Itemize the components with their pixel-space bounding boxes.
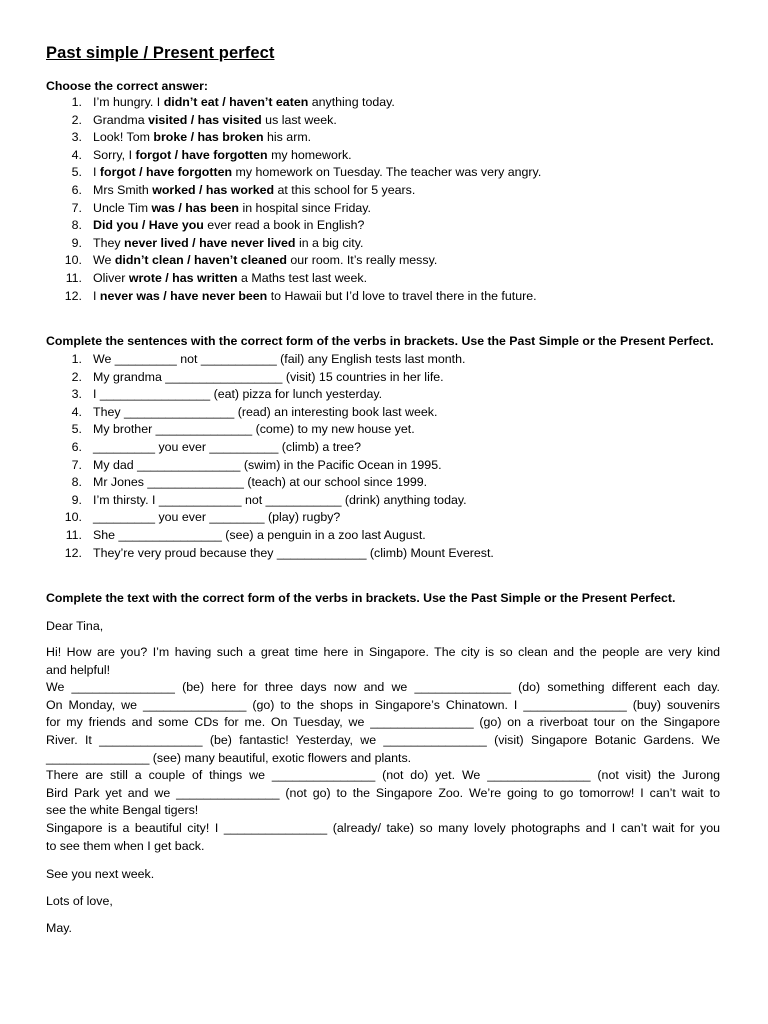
- letter-line: River. It _______________ (be) fantastic! Yesterday, we _______________ (visit) Singapore Botanic Gardens. We: [46, 732, 720, 747]
- sentence-text: I’m thirsty. I ____________ not ___________ (drink) anything today.: [93, 492, 467, 507]
- letter-line: We _______________ (be) here for three days now and we ______________ (do) something different each day.: [46, 680, 720, 695]
- exercise2-item: 12. They’re very proud because they _____________ (climb) Mount Everest.: [64, 545, 494, 560]
- answer-choice: worked / has worked: [152, 182, 275, 197]
- sentence-text: My dad _______________ (swim) in the Pacific Ocean in 1995.: [93, 457, 442, 472]
- answer-choice: never lived / have never lived: [124, 235, 296, 250]
- answer-choice: broke / has broken: [153, 130, 264, 145]
- exercise1-item: 6. Mrs Smith worked / has worked at this school for 5 years.: [71, 182, 416, 197]
- exercise2-item: 11. She _______________ (see) a penguin in a zoo last August.: [65, 527, 426, 542]
- sentence-text: _________ you ever ________ (play) rugby?: [93, 510, 341, 525]
- letter-line: Bird Park yet and we _______________ (not go) to the Singapore Zoo. We’re going to go tomorrow! I can’t wait to: [46, 785, 720, 800]
- letter-line: Singapore is a beautiful city! I _______________ (already/ take) so many lovely photographs and I can’t wait for you: [46, 820, 720, 835]
- exercise2-heading: Complete the sentences with the correct form of the verbs in brackets. Use the Past Simple or the Present Perfect.: [46, 334, 714, 348]
- sentence-text: _________ you ever __________ (climb) a tree?: [93, 439, 361, 454]
- sentence-text: She _______________ (see) a penguin in a zoo last August.: [93, 527, 426, 542]
- answer-choice: was / has been: [151, 200, 239, 215]
- exercise2-item: 3. I ________________ (eat) pizza for lunch yesterday.: [71, 387, 383, 402]
- answer-choice: never was / have never been: [99, 288, 268, 303]
- exercise2-item: 5. My brother ______________ (come) to my new house yet.: [71, 422, 415, 437]
- exercise2-item: 4. They ________________ (read) an interesting book last week.: [71, 404, 438, 419]
- answer-choice: didn’t eat / haven’t eaten: [163, 95, 309, 109]
- exercise1-item: 5. I forgot / have forgotten my homework on Tuesday. The teacher was very angry.: [71, 165, 542, 180]
- exercise1-item: 10. We didn’t clean / haven’t cleaned our room. It’s really messy.: [64, 253, 438, 268]
- exercise2-item: 8. Mr Jones ______________ (teach) at our school since 1999.: [71, 475, 428, 490]
- exercise1-item: 11. Oliver wrote / has written a Maths test last week.: [65, 270, 368, 285]
- letter-line: Hi! How are you? I’m having such a great time here in Singapore. The city is so clean and the people are very kind: [46, 645, 720, 659]
- letter-signature: May.: [46, 921, 72, 935]
- exercise2-item: 1. We _________ not ___________ (fail) any English tests last month.: [71, 352, 466, 366]
- letter-line: for my friends and some CDs for me. On Tuesday, we _______________ (go) on a riverboat tour on the Singapore: [46, 715, 720, 730]
- sentence-text: They ________________ (read) an interesting book last week.: [93, 404, 438, 419]
- letter-line: and helpful!: [46, 662, 111, 677]
- answer-choice: wrote / has written: [128, 270, 238, 285]
- letter-line: see the white Bengal tigers!: [46, 803, 199, 818]
- sentence-text: Mr Jones ______________ (teach) at our school since 1999.: [93, 475, 428, 490]
- exercise2-item: 6. _________ you ever __________ (climb) a tree?: [71, 439, 361, 454]
- letter-closing: See you next week.: [46, 867, 155, 881]
- page-title: Past simple / Present perfect: [46, 44, 275, 62]
- sentence-text: My brother ______________ (come) to my new house yet.: [93, 422, 415, 437]
- exercise3-heading: Complete the text with the correct form of the verbs in brackets. Use the Past Simple or the Present Perfect.: [46, 591, 676, 605]
- sentence-text: We _________ not ___________ (fail) any English tests last month.: [93, 352, 466, 366]
- exercise1-item: 2. Grandma visited / has visited us last week.: [71, 112, 337, 127]
- exercise2-item: 10. _________ you ever ________ (play) rugby?: [64, 510, 341, 525]
- sentence-text: I ________________ (eat) pizza for lunch yesterday.: [93, 387, 383, 402]
- answer-choice: forgot / have forgotten: [135, 147, 268, 162]
- letter-body: [46, 644, 720, 855]
- exercise1-item: 7. Uncle Tim was / has been in hospital since Friday.: [71, 200, 371, 215]
- exercise1-item: 12. I never was / have never been to Hawaii but I’d love to travel there in the future.: [64, 288, 537, 303]
- exercise1-list: [46, 94, 541, 305]
- sentence-text: They’re very proud because they _____________ (climb) Mount Everest.: [93, 545, 494, 560]
- answer-choice: forgot / have forgotten: [99, 165, 233, 180]
- exercise2-item: 2. My grandma _________________ (visit) 15 countries in her life.: [71, 369, 444, 384]
- exercise1-heading: Choose the correct answer:: [46, 79, 208, 93]
- exercise1-item: 4. Sorry, I forgot / have forgotten my homework.: [71, 147, 352, 162]
- letter-line: On Monday, we _______________ (go) to the shops in Singapore’s Chinatown. I _______________ (buy) souvenirs: [46, 697, 720, 712]
- exercise1-item: 1. I’m hungry. I didn’t eat / haven’t eaten anything today.: [71, 95, 395, 109]
- exercise1-item: 9. They never lived / have never lived in a big city.: [71, 235, 364, 250]
- answer-choice: visited / has visited: [148, 112, 262, 127]
- letter-line: to see them when I get back.: [46, 838, 205, 853]
- exercise1-item: 8. Did you / Have you ever read a book in English?: [71, 218, 365, 233]
- letter-line: There are still a couple of things we _______________ (not do) yet. We _______________ (not visit) the Jurong: [46, 768, 720, 783]
- letter-sign-off: Lots of love,: [46, 894, 113, 908]
- letter-greeting: Dear Tina,: [46, 619, 104, 633]
- answer-choice: didn’t clean / haven’t cleaned: [114, 253, 287, 268]
- answer-choice: Did you / Have you: [93, 218, 204, 233]
- exercise2-item: 9. I’m thirsty. I ____________ not ___________ (drink) anything today.: [71, 492, 467, 507]
- exercise2-list: [46, 351, 494, 562]
- sentence-text: My grandma _________________ (visit) 15 countries in her life.: [93, 369, 444, 384]
- letter-line: _______________ (see) many beautiful, exotic flowers and plants.: [46, 750, 412, 765]
- exercise1-item: 3. Look! Tom broke / has broken his arm.: [71, 130, 312, 145]
- exercise2-item: 7. My dad _______________ (swim) in the Pacific Ocean in 1995.: [71, 457, 442, 472]
